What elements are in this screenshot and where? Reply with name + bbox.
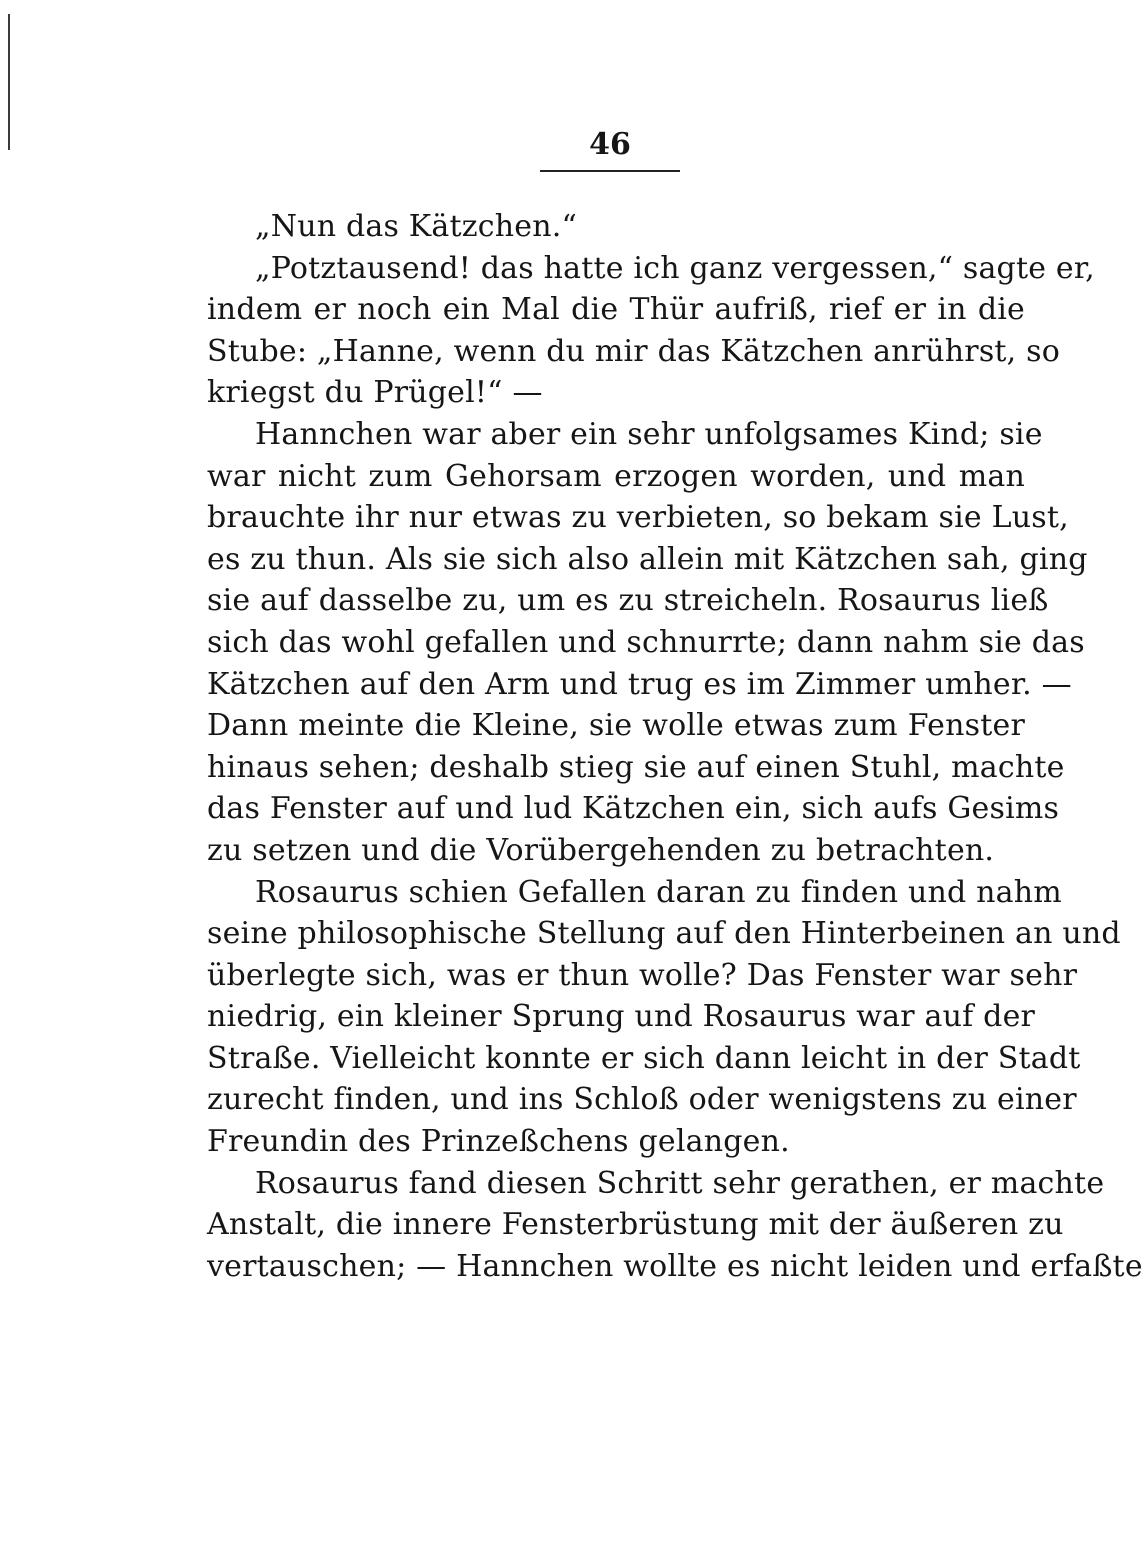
text-line: das Fenster auf und lud Kätzchen ein, sich aufs Gesims [207,791,1060,827]
text-line: Anstalt, die innere Fensterbrüstung mit der äußeren zu [207,1207,1064,1243]
text-line: Straße. Vielleicht konnte er sich dann leicht in der Stadt [207,1040,1081,1076]
text-line: kriegst du Prügel!“ — [207,375,543,411]
body-text [207,206,1143,1287]
text-line: brauchte ihr nur etwas zu verbieten, so bekam sie Lust, [207,500,1069,536]
text-line: es zu thun. Als sie sich also allein mit Kätzchen sah, ging [207,541,1088,577]
header-rule [540,170,680,172]
text-line: Rosaurus schien Gefallen daran zu finden und nahm [255,874,1062,910]
text-line: war nicht zum Gehorsam erzogen worden, und man [207,458,1025,494]
text-line: Kätzchen auf den Arm und trug es im Zimmer umher. — [207,666,1072,702]
text-line: indem er noch ein Mal die Thür aufriß, rief er in die [207,292,1025,328]
text-line: „Nun das Kätzchen.“ [255,209,578,244]
text-line: seine philosophische Stellung auf den Hinterbeinen an und [207,916,1121,952]
text-line: sich das wohl gefallen und schnurrte; dann nahm sie das [207,624,1085,660]
text-line: Stube: „Hanne, wenn du mir das Kätzchen anrührst, so [207,333,1061,369]
text-line: Dann meinte die Kleine, sie wolle etwas zum Fenster [207,708,1025,744]
page-number: 46 [589,127,631,162]
text-line: hinaus sehen; deshalb stieg sie auf einen Stuhl, machte [207,749,1065,785]
text-line: Hannchen war aber ein sehr unfolgsames Kind; sie [255,416,1043,452]
text-line: überlegte sich, was er thun wolle? Das Fenster war sehr [207,957,1078,993]
text-line: sie auf dasselbe zu, um es zu streicheln. Rosaurus ließ [207,583,1049,619]
text-line: niedrig, ein kleiner Sprung und Rosaurus war auf der [207,999,1036,1035]
text-line: Rosaurus fand diesen Schritt sehr gerathen, er machte [255,1165,1105,1201]
text-line: Freundin des Prinzeßchens gelangen. [207,1124,790,1160]
text-line: vertauschen; — Hannchen wollte es nicht leiden und erfaßte [207,1248,1143,1284]
text-line: zurecht finden, und ins Schloß oder wenigstens zu einer [207,1082,1077,1118]
scan-edge-mark [8,14,10,150]
text-line: „Potztausend! das hatte ich ganz vergessen,“ sagte er, [255,250,1095,286]
text-line: zu setzen und die Vorübergehenden zu betrachten. [207,832,995,868]
